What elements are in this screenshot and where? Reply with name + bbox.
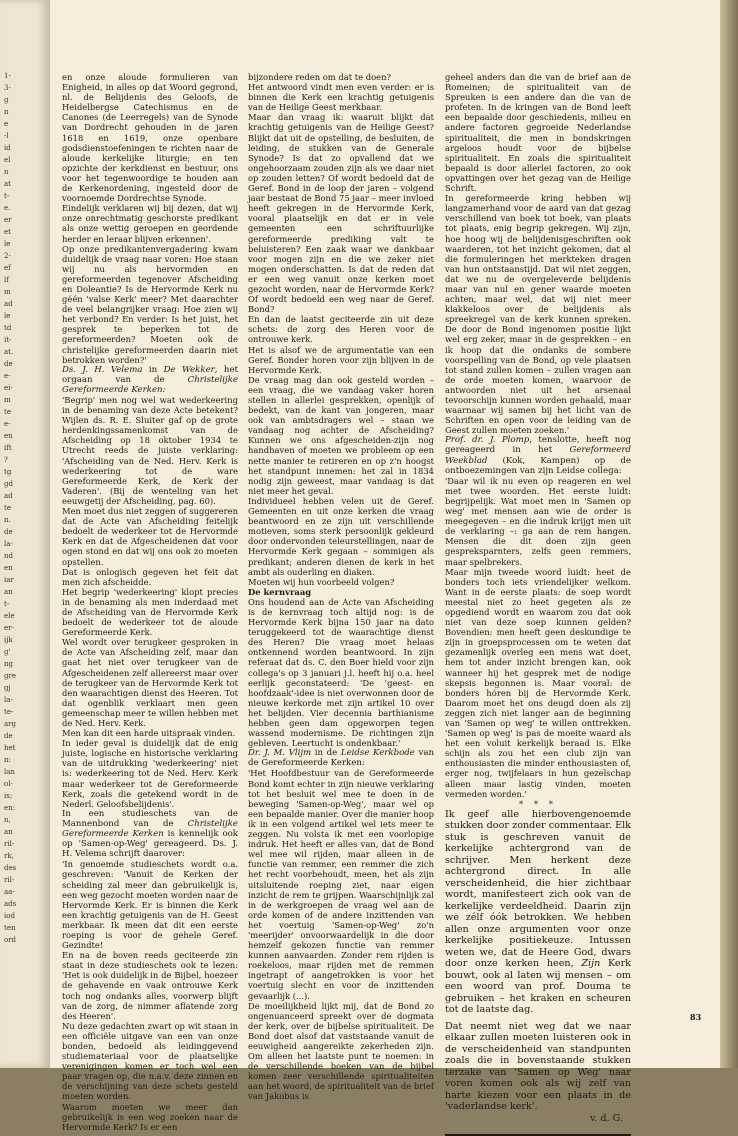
quote-paragraph: Wel wordt over terugkeer gesproken in de Acte van Afscheiding zelf, maar dan gaat het niet over terugkeer van de Afgescheidenen zelf allereerst maar over de terugkeer van de Hervormde Kerk tot den waarachtigen dienst des Heeren. Tot dat ogenblik verklaart men geen gemeenschap meer te willen hebben met de Ned. Herv. Kerk. bbox=[62, 637, 238, 728]
binding-fragment: id bbox=[4, 144, 11, 152]
paragraph: En dan de laatst geciteerde zin uit deze schets: de zorg des Heren voor de ontrouwe kerk. bbox=[248, 314, 434, 345]
paragraph: Ons houdend aan de Acte van Afscheiding is de kernvraag toch altijd nog: is de Hervormde Kerk bijna 150 jaar na dato teruggekeerd tot de waarachtige dienst des Heren? Die vraag moet helaas ontkennend worden beantwoord. In zijn referaat dat ds. C. den Boer hield voor zijn collega's op 3 januari j.l. heeft hij o.a. heel eerlijk geconstateerd: 'De 'geest- en hoofdzaak'-idee is niet overwonnen door de nieuwe kerkorde met zijn artikel 10 over het belijden. Vier decennia barthianisme hebben geen dam opgeworpen tegen wassend modernisme. De richtingen zijn gebleven. Leertucht is ondenkbaar.' bbox=[248, 596, 434, 749]
binding-fragment: ril- bbox=[4, 840, 15, 848]
binding-fragment: ? bbox=[4, 456, 8, 464]
binding-fragment: rk, bbox=[4, 852, 14, 860]
paragraph: In gereformeerde kring hebben wij langzamerhand voor de aard van dat gezag verschillend van boek tot boek, van plaats tot plaats, enig begrip gekregen. Wij zijn, hoe hoog wij de belijdenisgeschriften ook waarderen, tot het inzicht gekomen, dat al die formuleringen het merkteken dragen van hun ontstaanstijd. Dat wil niet zeggen, dat we nu de overgeleverde belijdenis maar van nul en gener waarde moeten achten, maar wel, dat wij niet meer klakkeloos over de belijdenis als spreekregel van de kerk kunnen spreken. De door de Bond ingenomen positie lijkt wel erg zeker, maar in de gesprekken – en ik hoop dat die ondanks de sombere voorspelling van de Bond, op vele plaatsen tot stand zullen komen – zullen vragen aan de orde moeten komen, waarvoor de antwoorden niet uit het arsenaal tevoorschijn kunnen worden gehaald, maar waarnaar wij samen bij het licht van de Schriften en open voor de leiding van de Geest zullen moeten zoeken.' bbox=[445, 193, 631, 436]
section-separator: * * * bbox=[519, 798, 557, 809]
binding-fragment: g bbox=[4, 96, 9, 104]
source-line: Prof. dr. J. Plomp, tenslotte, heeft nog gereageerd in het Gereformeerd Weekblad (Kok, Kampen) op de ontboezemingen van zijn Leidse collega: bbox=[445, 435, 632, 476]
column-3 bbox=[445, 72, 632, 1124]
column-2 bbox=[248, 72, 435, 1102]
binding-fragment: e- bbox=[4, 372, 11, 380]
binding-fragment: ad bbox=[4, 492, 13, 500]
binding-fragment: ift bbox=[4, 444, 12, 452]
binding-fragment: de bbox=[4, 528, 13, 536]
binding-fragment: la- bbox=[4, 696, 13, 704]
quote-paragraph: En na de boven reeds geciteerde zin staat in deze studieschets ook te lezen: 'Het is ook duidelijk in de Bijbel, hoezeer de gehavende en vaak ontrouwe Kerk toch nog ondanks alles, voorwerp blijft van de zorg, de nimmer aflatende zorg des Heeren'. bbox=[62, 950, 238, 1021]
source-line: Ds. J. H. Velema in De Wekker, het orgaan van de Christelijke Gereformeerde Kerken: bbox=[62, 364, 238, 395]
binding-fragment: iar bbox=[4, 576, 14, 584]
binding-fragment: de bbox=[4, 732, 13, 740]
binding-fragment: ol- bbox=[4, 780, 13, 788]
binding-fragment: 1- bbox=[4, 72, 11, 80]
binding-fragment: de bbox=[4, 360, 13, 368]
binding-fragment: at bbox=[4, 180, 11, 188]
paragraph: Het antwoord vindt men even verder: er is binnen die Kerk een krachtig getuigenis van de Heilige Geest merkbaar. bbox=[248, 82, 434, 113]
binding-fragment: e- bbox=[4, 420, 11, 428]
binding-fragment: n. bbox=[4, 516, 11, 524]
binding-fragment: m bbox=[4, 288, 11, 296]
binding-fragment: 3- bbox=[4, 84, 11, 92]
binding-fragment: ord bbox=[4, 936, 17, 944]
closing-paragraph: Dat neemt niet weg dat we naar elkaar zullen moeten luisteren ook in de verscheidenheid van standpunten zoals die in bovenstaande stukken terzake van 'Samen op Weg' naar voren komen ook als wij zelf van harte kiezen voor een plaats in de 'vaderlandse kerk'. bbox=[445, 1020, 631, 1113]
binding-fragment: el bbox=[4, 156, 11, 164]
binding-fragment: ef bbox=[4, 264, 11, 272]
binding-fragment: g' bbox=[4, 648, 11, 656]
quote-paragraph: Waarom moeten we meer dan gebruikelijk is een weg zoeken naar de Hervormde Kerk? Is er een bbox=[62, 1101, 238, 1132]
paragraph: Moeten wij hun voorbeeld volgen? bbox=[248, 576, 395, 587]
binding-fragment: tg bbox=[4, 468, 12, 476]
quote-paragraph: 'In genoemde studieschets wordt o.a. geschreven: 'Vanuit de Kerken der scheiding zal meer dan gebruikelijk is, een weg gezocht moeten worden naar de Hervormde Kerk. Er is binnen die Kerk een krachtig getuigenis van de H. Geest merkbaar. Ik meen dat dit een eerste roeping is voor de gehele Geref. Gezindte! bbox=[62, 859, 238, 951]
binding-fragment: ele bbox=[4, 612, 15, 620]
binding-fragment: nd bbox=[4, 552, 13, 560]
source-author: Ds. J. H. Velema bbox=[62, 364, 143, 375]
column-1 bbox=[62, 72, 239, 1132]
intro-line: In een studieschets van de Mannenbond van de Christelijke Gereformeerde Kerken is kennelijk ook op 'Samen-op-Weg' gereageerd. Ds. J. H. Velema schrijft daarover: bbox=[62, 808, 239, 860]
paragraph: Op onze predikantenvergadering kwam duidelijk de vraag naar voren: Hoe staan wij nu als hervormden en gereformeerden tegenover Afscheiding en Doleantie? Is de Hervormde Kerk nu géén 'valse Kerk' meer? Met daarachter de veel belangrijker vraag: Hoe zien wij het verbond? En verder: Is het juist, het gesprek te beperken tot de gereformeerden? Moeten ook de christelijke gereformeerden daarin niet betrokken worden?' bbox=[62, 243, 238, 365]
quote-paragraph: Men moet dus niet zeggen of suggereren dat de Acte van Afscheiding feitelijk bedoelt de wederkeer tot de Hervormde Kerk en dat de Afgescheidenen dat voor ogen stond en dat wij ons ook zo moeten opstellen. bbox=[62, 506, 238, 567]
paragraph: bijzondere reden om dat te doen? bbox=[248, 72, 392, 82]
binding-fragment: ijk bbox=[4, 636, 13, 644]
binding-fragment: en: bbox=[4, 804, 16, 812]
binding-fragment: n, bbox=[4, 816, 11, 824]
binding-fragment: n bbox=[4, 168, 9, 176]
binding-fragment: le bbox=[4, 312, 11, 320]
paragraph: Eindelijk verklaren wij bij dezen, dat wij onze onrechtmatig geschorste predikant als onze wettig geroepen en geordende herder en leraar blijven erkennen'. bbox=[62, 203, 238, 244]
binding-fragment: ng bbox=[4, 660, 13, 668]
page-number: 83 bbox=[690, 1012, 702, 1022]
binding-fragment: e. bbox=[4, 204, 11, 212]
binding-fragment: at. bbox=[4, 348, 14, 356]
binding-margin bbox=[0, 0, 50, 1068]
binding-fragment: er- bbox=[4, 624, 14, 632]
binding-fragment: des bbox=[4, 864, 17, 872]
section-heading: De kernvraag bbox=[248, 586, 312, 597]
binding-fragment: iod bbox=[4, 912, 15, 920]
binding-fragment: ads bbox=[4, 900, 17, 908]
binding-fragment: te bbox=[4, 408, 11, 416]
binding-fragment: het bbox=[4, 744, 16, 752]
binding-fragment: e bbox=[4, 120, 9, 128]
binding-fragment: t- bbox=[4, 192, 10, 200]
quote-paragraph: De moeilijkheid lijkt mij, dat de Bond zo ongenuanceerd spreekt over de dogmata der kerk, over de bijbelse spiritualiteit. De Bond doet alsof dat vaststaande vanuit de eeuwigheid aangereikte zekerheden zijn. Om alleen het laatste punt te noemen: in de verschillende boeken van de bijbel komen zeer verschillende spiritualiteiten aan het woord, de spiritualiteit van de brief van Jakobus is bbox=[248, 1000, 434, 1102]
quote-paragraph: Maar mijn tweede woord luidt: heet de bonders toch iets vriendelijker welkom. Want in de eerste plaats: de soep wordt meestal niet zo heet gegeten als ze opgediend wordt en waarom zou dat ook niet van deze soep kunnen gelden? Bovendien: men heeft geen deskundige te zijn in groepsprocessen om te weten dat gezamenlijk overleg een mens wat doet, hem tot ander inzicht brengen kan, ook wanneer hij het gesprek met de nodige skepsis begonnen is. Maar vooral: de bonders hóren bij de Hervormde Kerk. Daarom moet het ons deugd doen als zij zeggen zich niet langer aan de beginning van 'Samen op weg' te willen onttrekken. 'Samen op weg' is pas de moeite waard als het een voluit kerkelijk beraad is. Elke schijn als zou het een club zijn van enthousiasten die minder enthousiasten of, erger nog, twijfelaars in hun gezelschap alleen maar lastig vinden, moeten vermeden worden.' bbox=[445, 566, 631, 799]
binding-fragment: lan bbox=[4, 768, 15, 776]
binding-fragment: m bbox=[4, 396, 11, 404]
binding-fragment: is; bbox=[4, 792, 13, 800]
binding-fragment: 2- bbox=[4, 252, 11, 260]
binding-fragment: ten bbox=[4, 924, 16, 932]
quote-paragraph: Dat is onlogisch gegeven het feit dat men zich afscheidde. bbox=[62, 566, 238, 587]
quote-paragraph: Men kan dit een harde uitspraak vinden. bbox=[62, 728, 236, 739]
binding-fragment: te bbox=[4, 504, 11, 512]
source-paper: De Wekker bbox=[163, 364, 215, 375]
source-line: Dr. J. M. Vlijm in de Leidse Kerkbode van de Gereformeerde Kerken: bbox=[248, 748, 434, 769]
binding-fragment: n: bbox=[4, 756, 11, 764]
binding-fragment: it- bbox=[4, 336, 12, 344]
quote-paragraph: In ieder geval is duidelijk dat de enig juiste, logische en historische verklaring van de uitdrukking 'wederkeering' niet is: wederkeering tot de Ned. Herv. Kerk maar wederkeer tot de Gereformeerde Kerk, zoals die getekend wordt in de Nederl. Geloofsbelijdenis'. bbox=[62, 738, 238, 809]
binding-fragment: gd bbox=[4, 480, 13, 488]
binding-fragment: -l bbox=[4, 132, 9, 140]
binding-fragment: ei- bbox=[4, 384, 13, 392]
page-edge bbox=[720, 0, 738, 1068]
paragraph: Maar dan vraag ik: waaruit blijkt dat krachtig getuigenis van de Heilige Geest? Blijkt dat uit de opstelling, de besluiten, de leiding, de stukken van de Generale Synode? Is dat zo opvallend dat we ongehoorzaam zouden zijn als we daar niet op zouden letten? Of wordt bedoeld dat de Geref. Bond in de loop der jaren – volgend jaar bestaat de Bond 75 jaar – meer invloed heeft gekregen in de Hervormde Kerk, vooral plaatselijk en dat er in vele gemeenten een schriftuurlijke gereformeerde prediking valt te beluisteren? Een zaak waar we dankbaar voor mogen zijn en die we zeker niet mogen onderschatten. Is dat de reden dat er een weg vanuit onze kerken moet gezocht worden, naar de Hervormde Kerk? Of wordt bedoeld een weg naar de Geref. Bond? bbox=[248, 112, 434, 315]
binding-fragment: arg bbox=[4, 720, 17, 728]
quote-paragraph: Nu deze gedachten zwart op wit staan in een officiële uitgave van een van onze bonden, bedoeld als leidinggevend studiemateriaal voor de plaatselijke verenigingen komen er toch wel een paar vragen op, die n.a.v. deze zinnen en de verschijning van deze schets gesteld moeten worden. bbox=[62, 1020, 238, 1102]
binding-fragment: er bbox=[4, 216, 12, 224]
quote-paragraph: 'Daar wil ik nu even op reageren en wel met twee woorden. Het eerste luidt: begrijpelijk. Wat moet men in 'Samen op weg' met mensen aan wie de order is meegegeven – en die indruk krijgt men uit de verklaring –: ga aan de rem hangen. Mensen die dit doen zijn geen gespreksparnters, zelfs geen remmers, maar spelbrekers. bbox=[445, 475, 631, 567]
binding-fragment: en bbox=[4, 432, 13, 440]
binding-fragment: td bbox=[4, 324, 12, 332]
closing-paragraph: Ik geef alle hierbovengenoemde stukken door zonder commentaar. Elk stuk is geschreven vanuit de kerkelijke achtergrond van de schrijver. Men herkent deze achtergrond direct. In alle verscheidenheid, die hier zichtbaar wordt, manifesteert zich ook van de kerkelijke verdeeldheid. Daarin zijn we zélf óók betrokken. We hebben allen onze argumenten voor onze kerkelijke positiekeuze. Intussen weten we, dat de Heere God, dwars door onze kerken heen, Zijn Kerk bouwt, ook al laten wij mensen – om een woord van prof. Douma te gebruiken – het kraken en scheuren tot de laatste dag. bbox=[445, 808, 631, 1016]
quote-paragraph: 'Begrip' men nog wel wat wederkeering in de benaming van deze Acte betekent? Wijlen ds. R. E. Sluiter gaf op de grote herdenkingssamenkomst van de Afscheiding op 18 oktober 1934 te Utrecht reeds de juiste verklaring: 'Afscheiding van de Ned. Herv. Kerk is wederkeering tot de ware Gereformeerde Kerk, de Kerk der Vaderen'. (Bij de wenteling van het eeuwgetij der Afscheiding, pag. 60). bbox=[62, 395, 238, 506]
binding-fragment: an bbox=[4, 828, 13, 836]
paragraph: Het is alsof we de argumentatie van een Geref. Bonder horen voor zijn blijven in de Hervormde Kerk. bbox=[248, 344, 434, 375]
binding-fragment: et bbox=[4, 228, 11, 236]
paragraph: De vraag mag dan ook gesteld worden – een vraag, die we vandaag vaker horen stellen in allerlei gesprekken, openlijk of bedekt, van de kant van jongeren, maar ook van ambtsdragers wel – staan we vandaag nog achter de Afscheiding? Kunnen we ons afgescheiden-zijn nog handhaven of moeten we probleem op een nette manier te retireren en op z'n hoogst het standpunt innemen: het zal in 1834 nodig zijn geweest, maar vandaag is dat niet meer het geval. bbox=[248, 374, 434, 496]
binding-fragment: aa- bbox=[4, 888, 15, 896]
paragraph: en onze aloude formulieren van Enigheid, in alles op dat Woord gegrond, nl. de Belijdenis des Geloofs, de Heidelbergse Catechismus en de Canones (de Leerregels) van de Synode van Dordrecht gehouden in de jaren 1618 en 1619, onze openbare godsdienstoefeningen te richten naar de aloude kerkelijke liturgie; en ten opzichte der kerkdienst en bestuur, ons voor het tegenwoordige te houden aan de Kerkenordening, ingesteld door de voornoemde Dordrechtse Synode. bbox=[62, 72, 238, 204]
paragraph: geheel anders dan die van de brief aan de Romeinen; de spiritualiteit van de Spreuken is een andere dan die van de profeten. In de kringen van de Bond leeft een bepaalde door geschiedenis, milieu en andere factoren gegroeide Nederlandse spiritualiteit, die men in bondskringen argeloos houdt voor de bijbelse spiritualiteit. En zoals die spiritualiteit bepaald is door allerlei factoren, zo ook opvattingen over het gezag van de Heilige Schrift. bbox=[445, 72, 631, 194]
quote-paragraph: Het begrip 'wederkeering' klopt precies in de benaming als men inderdaad met de Afscheiding van de Hervormde Kerk bedoelt de wederkeer tot de aloude Gereformeerde Kerk. bbox=[62, 586, 238, 638]
binding-fragment: t- bbox=[4, 600, 10, 608]
binding-fragment: ad bbox=[4, 300, 13, 308]
paragraph: Individueel hebben velen uit de Geref. Gemeenten en uit onze kerken die vraag beantwoord en ze zijn uit verschillende motieven, soms sterk persoonlijk gekleurd door ondervonden teleurstellingen, naar de Hervormde Kerk gegaan – sommigen als predikant; anderen dienen de kerk in het ambt als ouderling en diaken. bbox=[248, 495, 434, 577]
binding-fragment: gj bbox=[4, 684, 11, 692]
binding-fragment: lf bbox=[4, 276, 9, 284]
binding-fragment: ril- bbox=[4, 876, 15, 884]
binding-fragment: en bbox=[4, 564, 13, 572]
quote-paragraph: 'Het Hoofdbestuur van de Gereformeerde Bond komt echter in zijn nieuwe verklaring tot het besluit wel mee te doen in de beweging 'Samen-op-Weg', maar wel op een bepaalde manier. Over die manier hoop ik in een volgend artikel wel iets meer te zeggen. Nu volsta ik met een voorlopige indruk. Het heeft er alles van, dat de Bond wel mee wil rijden, maar alleen in de functie van remmer, een remmer die zich het recht voorbehoudt, meen, het als zijn uitsluitende roeping ziet, naar eigen inzicht de rem te grijpen. Waarschijnlijk zal in de werkgroepen de vraag wel aan de orde komen of de andere inzittenden van het voertuig 'Samen-op-Weg' zo'n 'meerijder' onvoorwaardelijk in die door hemzelf gekozen functie van remmer kunnen aanvaarden. Zonder rem rijden is roekeloos, maar rijden met de remmen ingetrapt of aangetrokken is voor het voertuig slecht en voor de inzittenden gevaarlijk (...). bbox=[248, 768, 435, 1001]
binding-fragment: le bbox=[4, 240, 11, 248]
magazine-page bbox=[50, 0, 720, 1132]
binding-fragment: gre bbox=[4, 672, 16, 680]
author-signature: v. d. G. bbox=[590, 1112, 623, 1124]
binding-fragment: an bbox=[4, 588, 13, 596]
binding-fragment: n bbox=[4, 108, 9, 116]
binding-fragment: la- bbox=[4, 540, 13, 548]
binding-fragment: te- bbox=[4, 708, 14, 716]
